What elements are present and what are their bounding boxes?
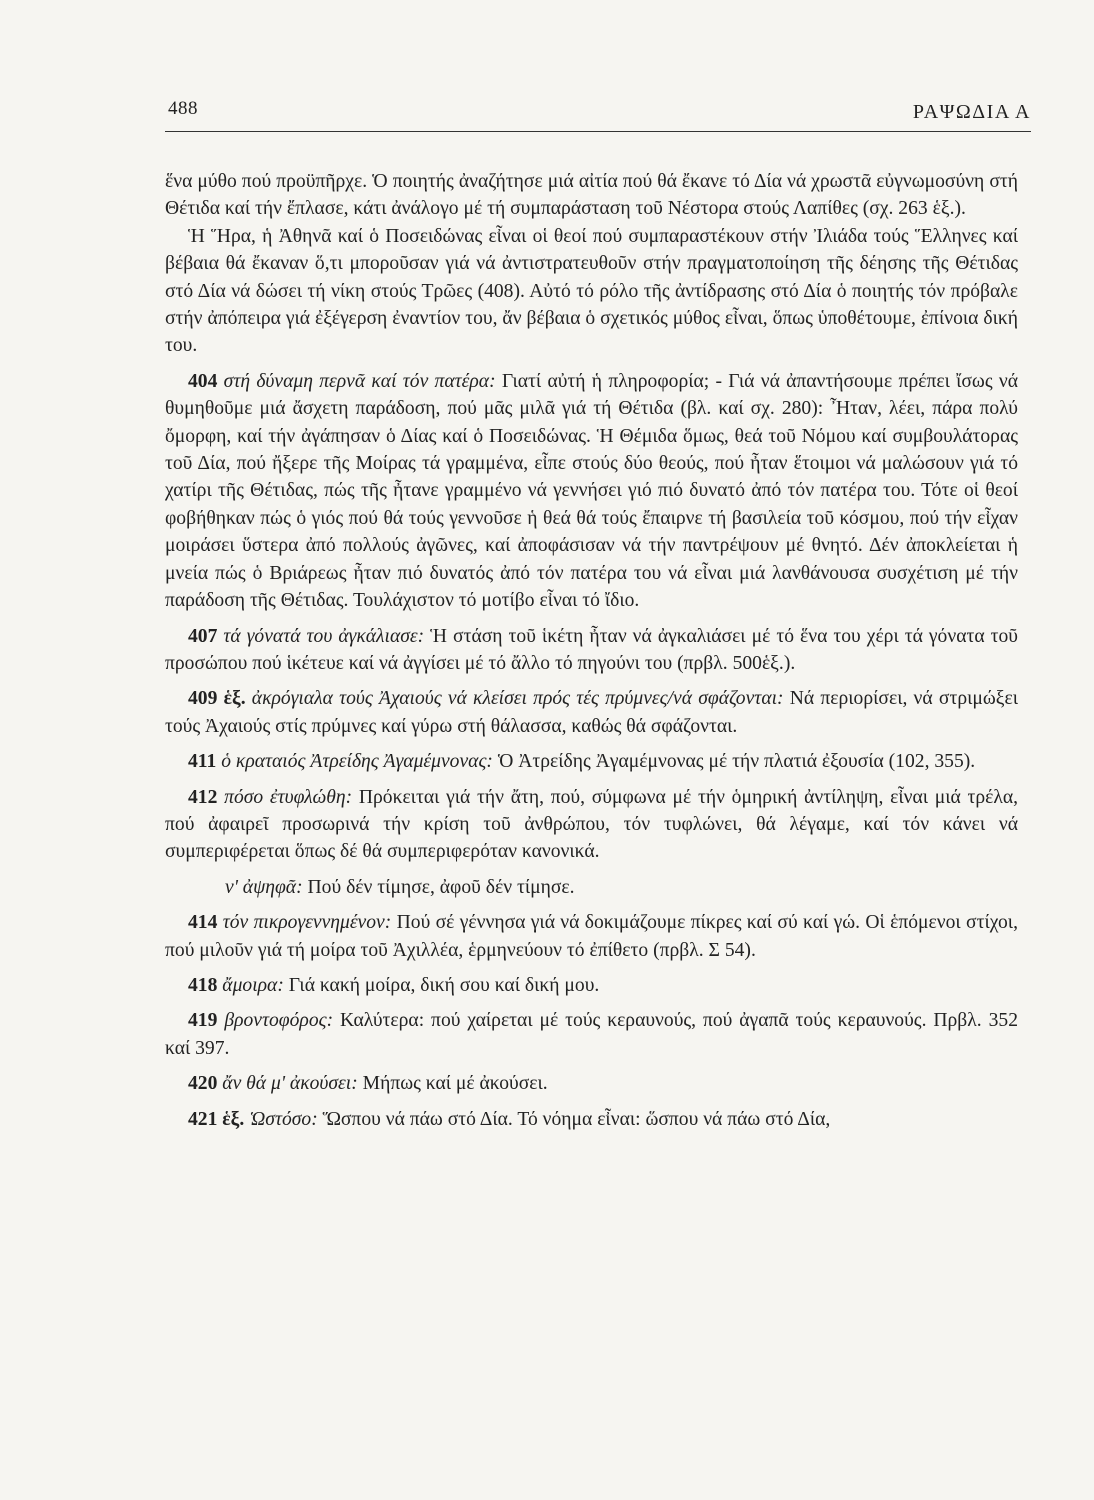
- line-number: 419: [188, 1010, 218, 1032]
- lemma: Ὡστόσο:: [249, 1108, 318, 1130]
- line-number: 404: [188, 370, 218, 392]
- lemma: ἄμοιρα:: [222, 974, 284, 996]
- lemma: ὁ κραταιός Ἀτρείδης Ἀγαμέμνονας:: [221, 751, 493, 773]
- commentary-entry-409: [165, 685, 1018, 740]
- commentary-entry-420: [165, 1070, 1018, 1097]
- commentary-entry-418: [165, 972, 1018, 999]
- lemma: στή δύναμη περνᾶ καί τόν πατέρα:: [223, 370, 496, 392]
- lemma: τά γόνατά του ἀγκάλιασε:: [223, 625, 425, 647]
- paragraph-text: Ἡ Ἥρα, ἡ Ἀθηνᾶ καί ὁ Ποσειδώνας εἶναι οἱ θεοί πού συμπαραστέκουν στήν Ἰλιάδα τούς Ἕλληνες καί βέβαια θά ἔκαναν ὅ,τι μποροῦσαν γιά νά ἀντιστρατευθοῦν στήν πραγματοποίηση τῆς δέησης τῆς Θέτιδας στό Δία νά δώσει τή νίκη στούς Τρῶες (408). Αὐτό τό ρόλο τῆς ἀντίδρασης στό Δία ὁ ποιητής τόν πρόβαλε στήν ἀπόπειρα γιά ἐξέγερση ἐναντίον του, ἄν βέβαια ὁ σχετικός μύθος εἶναι, ὅπως ὑποθέτουμε, ἐπίνοια δική του.: [165, 225, 1018, 357]
- line-number: 420: [188, 1073, 218, 1095]
- commentary-entry-419: [165, 1007, 1018, 1062]
- running-head: ΡΑΨΩΔΙΑ Α: [912, 101, 1031, 123]
- entry-text: Πρόκειται γιά τήν ἄτη, πού, σύμφωνα μέ τήν ὁμηρική ἀντίληψη, εἶναι μιά τρέλα, πού ἀφαιρεῖ προσωρινά τήν κρίση τοῦ ἀνθρώπου, τόν τυφλώνει, θά λέγαμε, καί τόν κάνει νά συμπεριφέρεται ὅπως δέ θά συμπεριφερόταν κανονικά.: [165, 786, 1019, 863]
- paragraph: [165, 223, 1018, 360]
- lemma: τόν πικρογεννημένον:: [222, 912, 392, 934]
- lemma: ἄν θά μ' ἀκούσει:: [222, 1073, 358, 1095]
- paragraph-continued: [165, 168, 1018, 223]
- commentary-body: [165, 168, 1018, 1133]
- entry-text: Πού δέν τίμησε, ἀφοῦ δέν τίμησε.: [307, 876, 575, 898]
- commentary-entry-421: [165, 1106, 1018, 1133]
- lemma: βροντοφόρος:: [224, 1010, 334, 1032]
- entry-text: Γιά κακή μοίρα, δική σου καί δική μου.: [288, 974, 600, 996]
- line-number: 411: [188, 751, 217, 773]
- line-number: 412: [188, 786, 218, 808]
- line-number: 414: [188, 912, 218, 934]
- line-number: 421 ἑξ.: [188, 1108, 245, 1130]
- lemma: ἀκρόγιαλα τούς Ἀχαιούς νά κλείσει πρός τές πρύμνες/νά σφάζονται:: [251, 688, 784, 710]
- commentary-entry-407: [165, 623, 1018, 678]
- line-number: 418: [188, 974, 218, 996]
- page-number: 488: [168, 98, 198, 119]
- entry-text: Ὥσπου νά πάω στό Δία. Τό νόημα εἶναι: ὥσπου νά πάω στό Δία,: [322, 1108, 831, 1130]
- line-number: 407: [188, 625, 218, 647]
- lemma: πόσο ἐτυφλώθη:: [224, 786, 353, 808]
- entry-text: Ὁ Ἀτρείδης Ἀγαμέμνονας μέ τήν πλατιά ἐξουσία (102, 355).: [497, 751, 976, 773]
- entry-text: Καλύτερα: πού χαίρεται μέ τούς κεραυνούς, πού ἀγαπᾶ τούς κεραυνούς. Πρβλ. 352 καί 397.: [165, 1010, 1018, 1059]
- lemma: ν' ἀψηφᾶ:: [225, 876, 303, 898]
- paragraph-text: ἕνα μύθο πού προϋπῆρχε. Ὁ ποιητής ἀναζήτησε μιά αἰτία πού θά ἔκανε τό Δία νά χρωστᾶ εὐγνωμοσύνη στή Θέτιδα καί τήν ἔπλασε, κάτι ἀνάλογο μέ τή συμπαράσταση τοῦ Νέστορα στούς Λαπίθες (σχ. 263 ἑξ.).: [165, 171, 1018, 220]
- commentary-entry-404: [165, 368, 1018, 615]
- line-number: 409 ἑξ.: [188, 688, 246, 710]
- entry-text: Μήπως καί μέ ἀκούσει.: [362, 1073, 548, 1095]
- entry-text: Πού σέ γέννησα γιά νά δοκιμάζουμε πίκρες καί σύ καί γώ. Οἱ ἑπόμενοι στίχοι, πού μιλοῦν γιά τή μοίρα τοῦ Ἀχιλλέα, ἑρμηνεύουν τό ἐπίθετο (πρβλ. Σ 54).: [165, 912, 1018, 961]
- commentary-entry-411: [165, 748, 1018, 775]
- commentary-entry-412-sub: [165, 874, 1018, 901]
- entry-text: Νά περιορίσει, νά στριμώξει τούς Ἀχαιούς στίς πρύμνες καί γύρω στή θάλασσα, καθώς θά σφάζονται.: [165, 688, 1018, 737]
- entry-text: Γιατί αὐτή ἡ πληροφορία; - Γιά νά ἀπαντήσουμε πρέπει ἴσως νά θυμηθοῦμε μιά ἄσχετη παράδοση, πού μᾶς μιλᾶ γιά τή Θέτιδα (βλ. καί σχ. 280): Ἦταν, λέει, πάρα πολύ ὄμορφη, καί τήν ἀγάπησαν ὁ Δίας καί ὁ Ποσειδώνας. Ἡ Θέμιδα ὅμως, θεά τοῦ Νόμου καί συμβουλάτορας τοῦ Δία, πού ἤξερε τῆς Μοίρας τά γραμμένα, εἶπε στούς δύο θεούς, πού ἦταν ἕτοιμοι νά μαλώσουν γιά τό χατίρι τῆς Θέτιδας, πώς τῆς ἦτανε γραμμένο νά γεννήσει γιό πιό δυνατό ἀπό τόν πατέρα του. Τότε οἱ θεοί φοβήθηκαν πώς ὁ γιός πού θά τούς γεννοῦσε ἡ θεά θά τούς ἔπαιρνε τή βασιλεία τοῦ κόσμου, πού τήν εἶχαν μοιράσει ὕστερα ἀπό πολλούς ἀγῶνες, καί ἀποφάσισαν νά τήν παντρέψουν μέ θνητό. Δέν ἀποκλείεται ἡ μνεία πώς ὁ Βριάρεως ἦταν πιό δυνατός ἀπό τόν πατέρα του νά εἶναι μιά λανθάνουσα συσχέτιση μέ τήν παράδοση τῆς Θέτιδας. Τουλάχιστον τό μοτίβο εἶναι τό ἴδιο.: [165, 370, 1018, 612]
- commentary-entry-412: [165, 784, 1018, 866]
- entry-text: Ἡ στάση τοῦ ἱκέτη ἦταν νά ἀγκαλιάσει μέ τό ἕνα του χέρι τά γόνατα τοῦ προσώπου πού ἱκέτευε καί νά ἀγγίσει μέ τό ἄλλο τό πηγούνι του (πρβλ. 500ἑξ.).: [165, 625, 1018, 674]
- commentary-entry-414: [165, 909, 1018, 964]
- header-rule: [165, 131, 1031, 132]
